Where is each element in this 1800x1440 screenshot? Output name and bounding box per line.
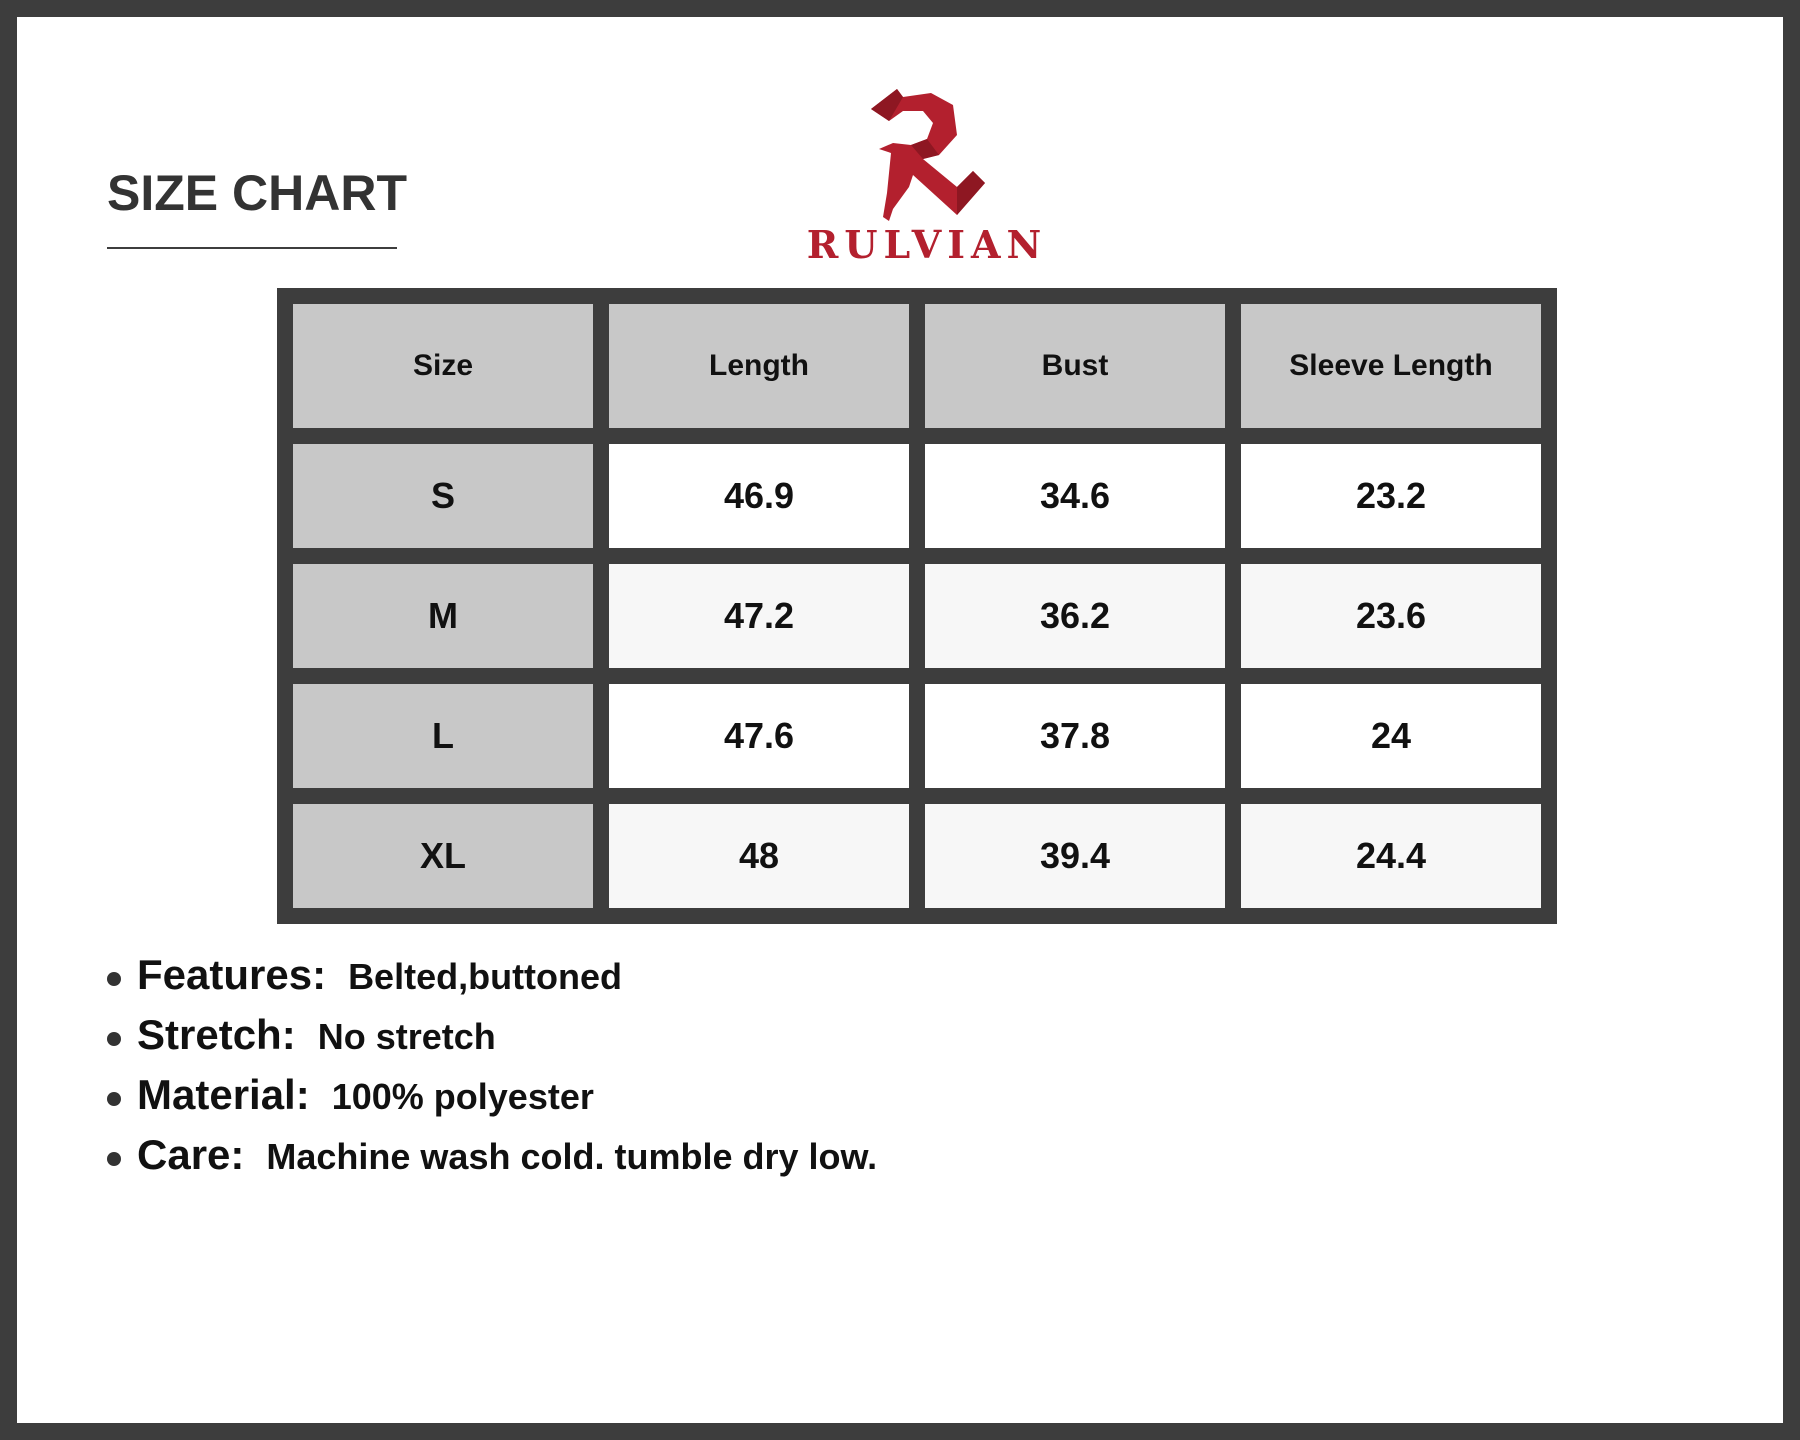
length-cell: 48 (609, 804, 909, 908)
brand-name: RULVIAN (806, 222, 1048, 267)
column-header-length: Length (609, 304, 909, 428)
size-table (277, 288, 1557, 924)
sleeve-length-cell: 23.2 (1241, 444, 1541, 548)
column-header-size: Size (293, 304, 593, 428)
sleeve-length-cell: 24 (1241, 684, 1541, 788)
detail-label: Stretch: (137, 1011, 296, 1058)
size-cell: M (293, 564, 593, 668)
detail-value: Machine wash cold. tumble dry low. (266, 1136, 878, 1177)
table-row (293, 684, 1541, 788)
bullet-icon (107, 972, 121, 986)
length-cell: 47.2 (609, 564, 909, 668)
detail-value: Belted,buttoned (348, 956, 623, 997)
bust-cell: 34.6 (925, 444, 1225, 548)
table-row (293, 804, 1541, 908)
detail-label: Care: (137, 1131, 245, 1178)
size-cell: L (293, 684, 593, 788)
list-item (107, 1071, 877, 1131)
list-item (107, 951, 877, 1011)
detail-value: No stretch (317, 1016, 496, 1057)
column-header-bust: Bust (925, 304, 1225, 428)
bust-cell: 36.2 (925, 564, 1225, 668)
sleeve-length-cell: 23.6 (1241, 564, 1541, 668)
list-item (107, 1131, 877, 1191)
product-details-list (107, 951, 877, 1191)
list-item (107, 1011, 877, 1071)
brand-logo (797, 77, 1057, 267)
bust-cell: 37.8 (925, 684, 1225, 788)
bullet-icon (107, 1032, 121, 1046)
table-header-row (293, 304, 1541, 428)
bullet-icon (107, 1152, 121, 1166)
r-monogram-icon (853, 83, 989, 223)
length-cell: 47.6 (609, 684, 909, 788)
bust-cell: 39.4 (925, 804, 1225, 908)
detail-label: Features: (137, 951, 327, 998)
page-title: SIZE CHART (107, 165, 407, 221)
detail-value: 100% polyester (331, 1076, 594, 1117)
size-cell: XL (293, 804, 593, 908)
title-underline (107, 247, 397, 249)
bullet-icon (107, 1092, 121, 1106)
detail-label: Material: (137, 1071, 310, 1118)
table-row (293, 564, 1541, 668)
length-cell: 46.9 (609, 444, 909, 548)
size-cell: S (293, 444, 593, 548)
table-row (293, 444, 1541, 548)
sleeve-length-cell: 24.4 (1241, 804, 1541, 908)
column-header-sleeve-length: Sleeve Length (1241, 304, 1541, 428)
